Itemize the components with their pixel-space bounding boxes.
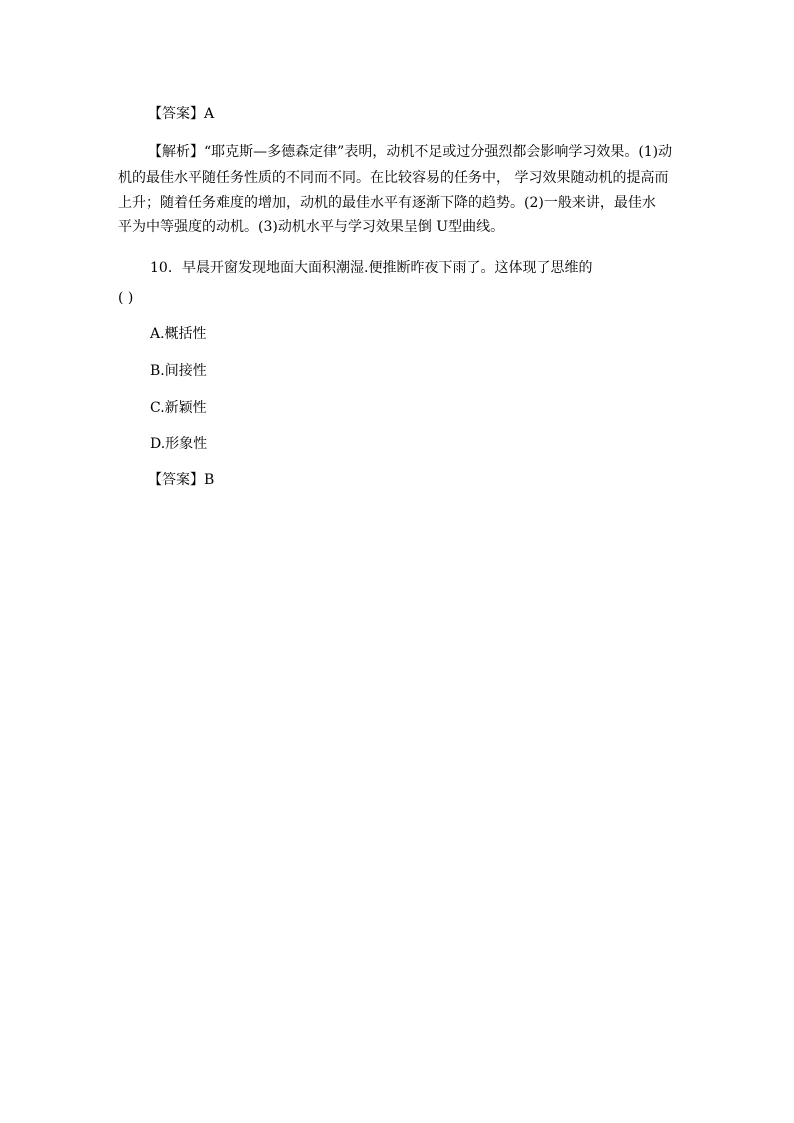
answer-value: B xyxy=(204,472,215,488)
answer-label: 【答案】 xyxy=(148,472,204,488)
option-label: D.形象性 xyxy=(150,436,208,452)
analysis-text-line: 上升；随着任务难度的增加，动机的最佳水平有逐渐下降的趋势。(2)一般来讲，最佳水 xyxy=(118,195,656,211)
analysis-line-2 xyxy=(118,168,668,188)
question-blank xyxy=(118,288,133,308)
answer-line-2 xyxy=(148,470,214,490)
analysis-label: 【解析】 xyxy=(148,144,204,160)
option-d xyxy=(150,434,207,454)
option-label: B.间接性 xyxy=(150,363,207,379)
question-stem: 早晨开窗发现地面大面积潮湿.便推断昨夜下雨了。这体现了思维的 xyxy=(182,260,593,276)
option-a xyxy=(150,324,207,344)
analysis-line-1 xyxy=(148,142,672,162)
answer-line-1 xyxy=(148,104,214,124)
question-stem-line xyxy=(150,258,592,278)
answer-value: A xyxy=(204,106,215,122)
question-number: 10. xyxy=(150,260,173,276)
analysis-text-line: 机的最佳水平随任务性质的不同而不同。在比较容易的任务中， 学习效果随动机的提高而 xyxy=(118,170,669,186)
option-b xyxy=(150,361,207,381)
option-c xyxy=(150,398,207,418)
analysis-text-line: “耶克斯—多德森定律”表明，动机不足或过分强烈都会影响学习效果。(1)动 xyxy=(204,144,673,160)
analysis-text-line: 平为中等强度的动机。(3)动机水平与学习效果呈倒 U型曲线。 xyxy=(118,219,505,235)
option-label: A.概括性 xyxy=(150,326,207,342)
analysis-line-3 xyxy=(118,193,656,213)
analysis-line-4 xyxy=(118,217,504,237)
answer-blank-parentheses: ( ) xyxy=(118,290,134,306)
answer-label: 【答案】 xyxy=(148,106,204,122)
option-label: C.新颖性 xyxy=(150,400,207,416)
